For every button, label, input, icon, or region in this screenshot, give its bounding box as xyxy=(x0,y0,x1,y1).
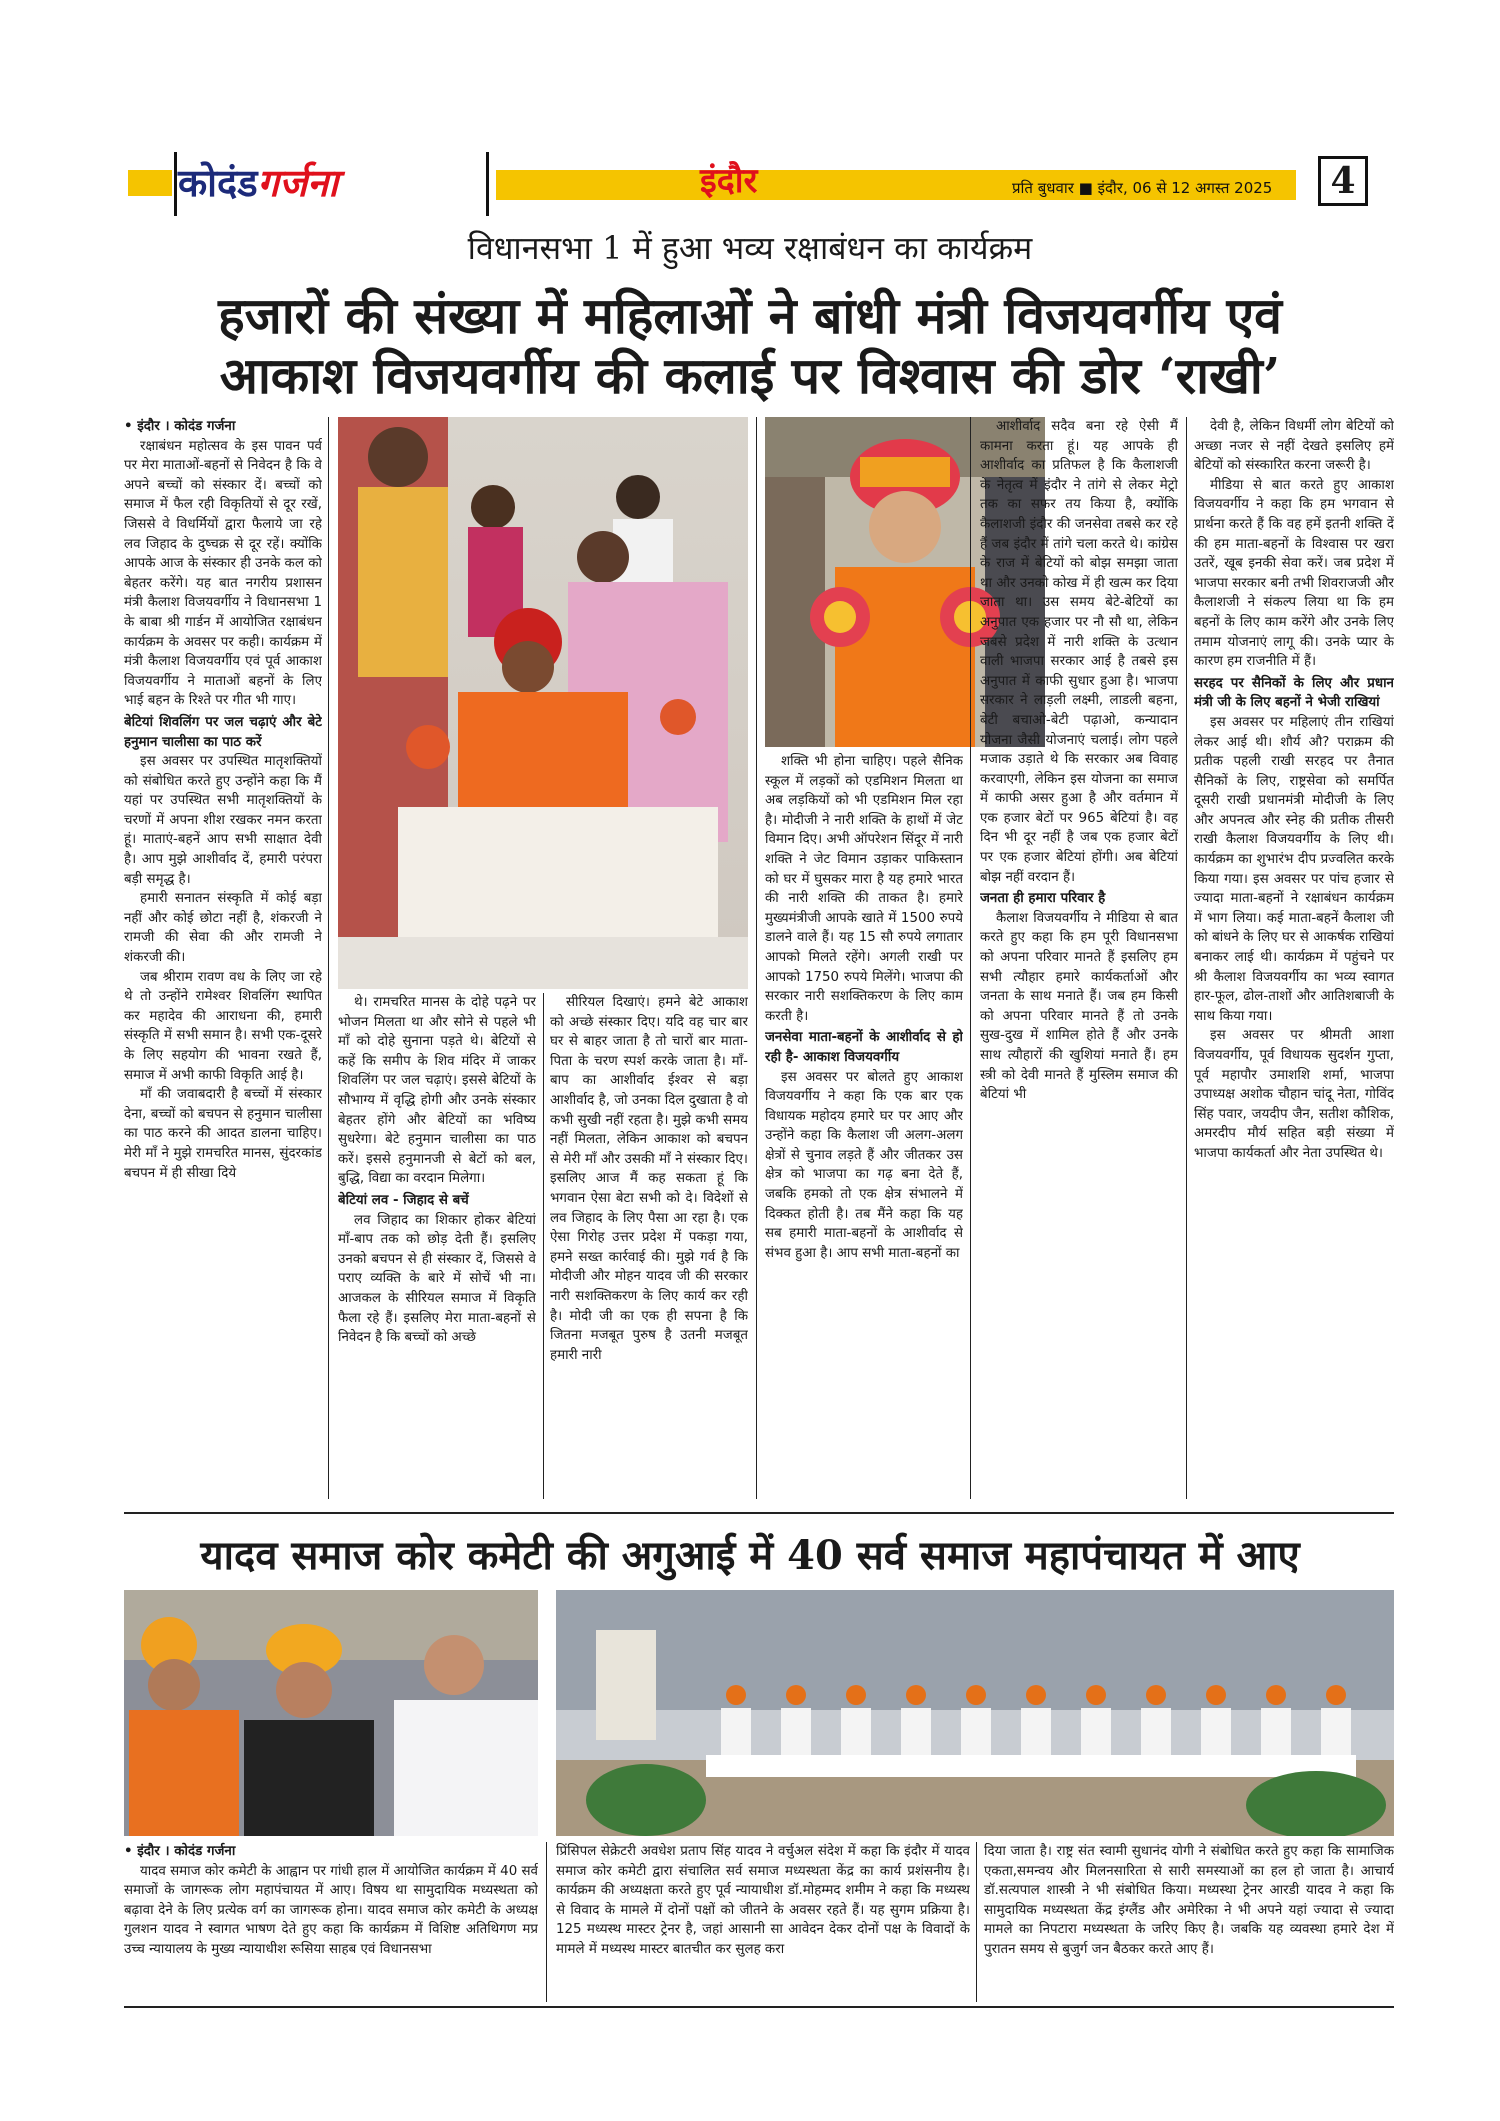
column-rule xyxy=(1186,417,1187,1499)
column-rule xyxy=(976,1842,977,2002)
story1-col4b-para-1: इस अवसर पर बोलते हुए आकाश विजयवर्गीय ने कहा कि एक बार एक विधायक महोदय हमारे घर पर आए और उन्होंने कहा कि कैलाश जी अलग-अलग क्षेत्रों से चुनाव लड़ते हैं और जीतकर उस क्षेत्र को भाजपा का गढ़ बना देते हैं, जबकि हमको तो एक क्षेत्र संभालने में दिक्कत होती है। तब मैंने कहा कि यह सब हमारी माता-बहनों के आशीर्वाद से संभव हुआ है। आप सभी माता-बहनों का xyxy=(765,1069,963,1261)
newspaper-logo xyxy=(178,156,478,216)
story1-subhead-3: जनसेवा माता-बहनों के आशीर्वाद से हो रही है- आकाश विजयवर्गीय xyxy=(765,1030,963,1065)
story1-col2b-para-1: लव जिहाद का शिकार होकर बेटियां माँ-बाप तक को छोड़ देती हैं। इसलिए उनको बचपन से ही संस्कार दें, जिससे वे पराए व्यक्ति के बारे में सोचें भी ना। आजकल के सीरियल समाज में विकृति फैला रहे हैं। इसलिए मेरा माता-बहनों से निवेदन है कि बच्चों को अच्छे xyxy=(338,1212,536,1346)
rakhi-ceremony-photo xyxy=(338,417,748,989)
story1-byline: • इंदौर । कोदंड गर्जना xyxy=(124,419,236,434)
story1-col6b-para-1: इस अवसर पर महिलाएं तीन राखियां लेकर आई थी। शौर्य औ? पराक्रम की प्रतीक पहली राखी सरहद पर तैनात सैनिकों के लिए, राष्ट्रसेवा को समर्पित दूसरी राखी प्रधानमंत्री मोदीजी के लिए और अपनत्व और स्नेह की प्रतीक तीसरी राखी कैलाश विजयवर्गीय के लिए थी। कार्यक्रम का शुभारंभ दीप प्रज्वलित करके किया गया। इस अवसर पर पांच हजार से ज्यादा माता-बहनों ने रक्षाबंधन कार्यक्रम में भाग लिया। कई माता-बहनें कैलाश जी को बांधने के लिए घर से आकर्षक राखियां बनाकर लाई थी। कार्यक्रम में पहुंचने पर श्री कैलाश विजयवर्गीय का भव्य स्वागत हार-फूल, ढोल-ताशों और आतिशबाजी के साथ किया गया। xyxy=(1194,714,1394,1024)
yadav-samaj-group-photo xyxy=(124,1590,538,1836)
column-rule xyxy=(756,417,757,1499)
section-divider xyxy=(124,1512,1394,1514)
story1-col6-para-1: देवी है, लेकिन विधर्मी लोग बेटियों को अच्छा नजर से नहीं देखते इसलिए हमें बेटियों को संस्कारित करना जरूरी है। xyxy=(1194,419,1394,474)
story2-column-1 xyxy=(124,1842,538,2002)
story1-column-4 xyxy=(765,752,963,1499)
story1-subhead-1: बेटियां शिवलिंग पर जल चढ़ाएं और बेटे हनुमान चालीसा का पाठ करें xyxy=(124,714,322,750)
story1-col5b-para-1: कैलाश विजयवर्गीय ने मीडिया से बात करते हुए कहा कि हम पूरी विधानसभा को अपना परिवार मानते हैं इसलिए हम सभी त्यौहार हमारे कार्यकर्ताओं और जनता के साथ मनाते हैं। जब हम किसी को अपना परिवार मानते हैं तो उनके सुख-दुख में शामिल होते हैं और उनके साथ त्यौहारों की खुशियां मनाते हैं। हम स्त्री को देवी मानते हैं मुस्लिम समाज की बेटियां भी xyxy=(980,910,1178,1103)
story1-col1b-para-1: इस अवसर पर उपस्थित मातृशक्तियों को संबोधित करते हुए उन्होंने कहा कि मैं यहां पर उपस्थित सभी मातृशक्तियों के चरणों में अपना शीश रखकर नमन करता हूं। माताएं-बहनें आप सभी साक्षात देवी है। आप मुझे आशीर्वाद दें, हमारी परंपरा बड़ी समृद्ध है। xyxy=(124,754,322,887)
story1-col1b-para-3: जब श्रीराम रावण वध के लिए जा रहे थे तो उन्होंने रामेश्वर शिवलिंग स्थापित कर महादेव की आराधना की, हमारी संस्कृति में सभी समान है। सभी एक-दूसरे के लिए सहयोग की भावना रखते हैं, समाज में अभी काफी विकृति आई है। xyxy=(124,969,322,1083)
page-number: 4 xyxy=(1318,156,1368,206)
column-rule xyxy=(328,417,329,1499)
story1-column-3 xyxy=(550,993,748,1499)
story1-col1b-para-2: हमारी सनातन संस्कृति में कोई बड़ा नहीं और कोई छोटा नहीं है, शंकरजी ने रामजी की सेवा की और रामजी ने शंकरजी की। xyxy=(124,891,322,966)
story1-subhead-5: सरहद पर सैनिकों के लिए और प्रधान मंत्री जी के लिए बहनों ने भेजी राखियां xyxy=(1194,675,1394,711)
story2-headline: यादव समाज कोर कमेटी की अगुआई में 40 सर्व समाज महापंचायत में आए xyxy=(200,1532,1300,1579)
story1-headline-line1: हजारों की संख्या में महिलाओं ने बांधी मंत्री विजयवर्गीय एवं xyxy=(218,286,1282,345)
column-rule xyxy=(546,1842,547,2002)
story1-col2-para-1: थे। रामचरित मानस के दोहे पढ़ने पर भोजन मिलता था और सोने से पहले भी माँ को दोहे सुनाना पड़ते थे। बेटियों से कहें कि समीप के शिव मंदिर में जाकर शिवलिंग पर जल चढ़ाएं। इससे बेटियों के सौभाग्य में वृद्धि होगी और उनके संस्कार बेहतर होंगे और बेटियों का भविष्य सुधरेगा। बेटे हनुमान चालीसा का पाठ करें। इससे हनुमानजी से बेटों को बल, बुद्धि, विद्या का वरदान मिलेगा। xyxy=(338,995,536,1187)
story2-column-2 xyxy=(556,1842,970,2002)
masthead-yellow-block xyxy=(128,170,172,196)
story1-column-6 xyxy=(1194,417,1394,1499)
story1-col1-para-1: रक्षाबंधन महोत्सव के इस पावन पर्व पर मेरा माताओं-बहनों से निवेदन है कि वे अपने बच्चों को संस्कार दें। बच्चों को समाज में फैल रही विकृतियों से दूर रखें, जिससे वे विधर्मियों द्वारा फैलाये जा रहे लव जिहाद के दुष्चक्र से दूर रहें। क्योंकि आपके आज के संस्कार ही उनके कल को बेहतर करेंगे। यह बात नगरीय प्रशासन मंत्री कैलाश विजयवर्गीय ने विधानसभा 1 के बाबा श्री गार्डन में आयोजित रक्षाबंधन कार्यक्रम के अवसर पर कही। कार्यक्रम में मंत्री कैलाश विजयवर्गीय एवं पूर्व आकाश विजयवर्गीय ने माताओं बहनों के लिए भाई बहन के रिश्ते पर गीत भी गाए। xyxy=(124,438,322,709)
section-city: इंदौर xyxy=(700,161,758,201)
story2-col2-text: प्रिंसिपल सेक्रेटरी अवधेश प्रताप सिंह यादव ने वर्चुअल संदेश में कहा कि इंदौर में यादव समाज कोर कमेटी द्वारा संचालित सर्व समाज मध्यस्थता केंद्र का कार्य प्रशंसनीय है। कार्यक्रम की अध्यक्षता करते हुए पूर्व न्यायाधीश डॉ.मोहम्मद शमीम ने कहा कि मध्यस्थ से विवाद के मामले में दोनों पक्षों को जीतने के अवसर रहते हैं। यह सुगम प्रक्रिया है। 125 मध्यस्थ मास्टर ट्रेनर है, जहां आसानी सा आवेदन देकर दोनों पक्ष के विवादों के मामले में मध्यस्थ मास्टर बातचीत कर सुलह करा xyxy=(556,1844,970,1957)
story1-subhead-2: बेटियां लव - जिहाद से बचें xyxy=(338,1192,469,1208)
story1-col4-para-1: शक्ति भी होना चाहिए। पहले सैनिक स्कूल में लड़कों को एडमिशन मिलता था अब लड़कियों को भी एडमिशन मिल रहा है। मोदीजी ने नारी शक्ति के हाथों में जेट विमान दिए। अभी ऑपरेशन सिंदूर में नारी शक्ति ने जेट विमान उड़ाकर पाकिस्तान को घर में घुसकर मारा है यह हमारे भारत की नारी शक्ति की ताकत है। हमारे मुख्यमंत्रीजी आपके खाते में 1500 रुपये डालने वाले हैं। यह 15 सौ रुपये लगातार आपको मिलते रहेंगे। अगली राखी पर आपको 1750 रुपये मिलेंगे। भाजपा की सरकार नारी सशक्तिकरण के लिए काम करती है। xyxy=(765,754,963,1024)
mahapanchayat-stage-photo xyxy=(556,1590,1394,1836)
column-rule xyxy=(543,993,544,1499)
story2-byline: • इंदौर । कोदंड गर्जना xyxy=(124,1844,236,1859)
story1-col1b-para-4: माँ की जवाबदारी है बच्चों में संस्कार देना, बच्चों को बचपन से हनुमान चालीसा का पाठ करने की आदत डालना चाहिए। मेरी माँ ने मुझे रामचरित मानस, सुंदरकांड बचपन में ही सीखा दिये xyxy=(124,1087,322,1181)
story2-col3-text: दिया जाता है। राष्ट्र संत स्वामी सुधानंद योगी ने संबोधित करते हुए कहा कि सामाजिक एकता,समन्वय और मिलनसारिता से सारी समस्याओं का हल हो जाता है। आचार्य डॉ.सत्यपाल शास्त्री ने भी संबोधित किया। मध्यस्था ट्रेनर आरडी यादव ने कहा कि सामुदायिक मध्यस्थता केंद्र इंग्लैंड और अमेरिका ने भी अपने यहां ज्यादा से ज्यादा मामले का निपटारा मध्यस्थता के जरिए किए है। जबकि यह व्यवस्था हमारे देश में पुरातन समय से बुजुर्ग जन बैठकर करते आए हैं। xyxy=(984,1844,1394,1957)
dateline: प्रति बुधवार ■ इंदौर, 06 से 12 अगस्त 2025 xyxy=(1012,179,1273,197)
story1-col3-para-1: सीरियल दिखाएं। हमने बेटे आकाश को अच्छे संस्कार दिए। यदि वह चार बार घर से बाहर जाता है तो चारों बार माता-पिता के चरण स्पर्श करके जाता है। माँ-बाप का आशीर्वाद ईश्वर से बड़ा आशीर्वाद है, जो उनका दिल दुखाता है वो कभी सुखी नहीं रहता है। मुझे कभी समय नहीं मिलता, लेकिन आकाश को बचपन से मेरी माँ और उसकी माँ ने संस्कार दिए। इसलिए आज मैं कह सकता हूं कि भगवान ऐसा बेटा सभी को दे। विदेशों से लव जिहाद के लिए पैसा आ रहा है। एक ऐसा गिरोह उत्तर प्रदेश में पकड़ा गया, हमने सख्त कार्रवाई की। मुझे गर्व है कि मोदीजी और मोहन यादव जी की सरकार नारी सशक्तिकरण के लिए कार्य कर रही है। मोदी जी का एक ही सपना है कि जितना मजबूत पुरुष है उतनी मजबूत हमारी नारी xyxy=(550,995,748,1363)
story1-subhead-4: जनता ही हमारा परिवार है xyxy=(980,891,1106,907)
story2-column-3 xyxy=(984,1842,1394,2002)
story1-col6b-para-2: इस अवसर पर श्रीमती आशा विजयवर्गीय, पूर्व विधायक सुदर्शन गुप्ता, पूर्व महापौर उमाशशि शर्मा, भाजपा उपाध्यक्ष अशोक चौहान चांदू नेता, गोविंद सिंह पवार, जयदीप जैन, सतीश कौशिक, अमरदीप मौर्य सहित बड़ी संख्या में भाजपा कार्यकर्ता और नेता उपस्थित थे। xyxy=(1194,1028,1394,1161)
logo-kodand: कोदंड xyxy=(178,161,258,205)
masthead-divider-2 xyxy=(486,152,489,216)
masthead-divider xyxy=(174,152,177,216)
story1-column-5 xyxy=(980,417,1178,1499)
story1-kicker: विधानसभा 1 में हुआ भव्य रक्षाबंधन का कार्यक्रम xyxy=(467,229,1033,267)
story1-col5-para-1: आशीर्वाद सदैव बना रहे ऐसी मैं कामना करता हूं। यह आपके ही आशीर्वाद का प्रतिफल है कि कैलाशजी के नेतृत्व में इंदौर ने तांगे से लेकर मेट्रो तक का सफर तय किया है, क्योंकि कैलाशजी इंदौर की जनसेवा तबसे कर रहे हैं जब इंदौर में तांगे चला करते थे। कांग्रेस के राज में बेटियों को बोझ समझा जाता था और उनको कोख में ही खत्म कर दिया जाता था। उस समय बेटे-बेटियों का अनुपात एक हजार पर नौ सौ था, लेकिन जबसे प्रदेश में नारी शक्ति के उत्थान वाली भाजपा सरकार आई है तबसे इस अनुपात में काफी सुधार हुआ है। भाजपा सरकार ने लाड़ली लक्ष्मी, लाडली बहना, बेटी बचाओ-बेटी पढ़ाओ, कन्यादान योजना जैसी योजनाएं चलाई। लोग पहले मजाक उड़ाते थे कि सरकार अब विवाह करवाएगी, लेकिन इस योजना का समाज में काफी असर हुआ है और वर्तमान में एक हजार बेटों पर 965 बेटियां है। वह दिन भी दूर नहीं है जब एक हजार बेटों पर एक हजार बेटियां होंगी। अब बेटियां बोझ नहीं वरदान हैं। xyxy=(980,419,1178,885)
story1-headline-line2: आकाश विजयवर्गीय की कलाई पर विश्वास की डोर ‘राखी’ xyxy=(219,346,1281,405)
logo-garjana: गर्जना xyxy=(257,161,339,205)
story1-column-2 xyxy=(338,993,536,1499)
column-rule xyxy=(970,417,971,1499)
page-bottom-rule xyxy=(124,2006,1394,2008)
story1-column-1 xyxy=(124,417,322,1499)
story2-col1-text: यादव समाज कोर कमेटी के आह्वान पर गांधी हाल में आयोजित कार्यक्रम में 40 सर्व समाजों के जागरूक लोग महापंचायत में आए। विषय था सामुदायिक मध्यस्थता को बढ़ावा देने के लिए प्रत्येक वर्ग का जागरूक होना। यादव समाज कोर कमेटी के अध्यक्ष गुलशन यादव ने स्वागत भाषण देते हुए कहा कि कार्यक्रम में विशिष्ट अतिथिगण मप्र उच्च न्यायालय के मुख्य न्यायाधीश रूसिया साहब एवं विधानसभा xyxy=(124,1863,538,1957)
story1-col6-para-2: मीडिया से बात करते हुए आकाश विजयवर्गीय ने कहा कि हम भगवान से प्रार्थना करते हैं कि वह हमें इतनी शक्ति दें की हम माता-बहनों के विश्वास पर खरा उतरें, खूब इनकी सेवा करें। जब प्रदेश में भाजपा सरकार बनी तभी शिवराजजी और कैलाशजी ने संकल्प लिया था कि हम बहनों के लिए काम करेंगे और उनके लिए तमाम योजनाएं लागू की। उनके प्यार के कारण हम राजनीति में हैं। xyxy=(1194,477,1394,670)
